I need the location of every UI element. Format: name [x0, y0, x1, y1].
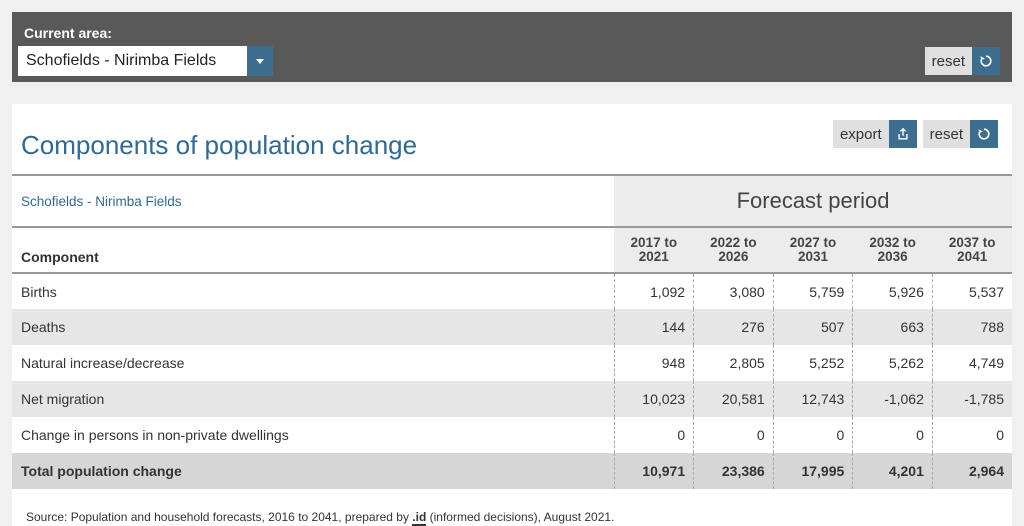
table-row	[12, 345, 1012, 381]
year-header: 2032 to 2036	[853, 227, 933, 273]
table-cell: 5,262	[853, 345, 933, 381]
table-cell: 0	[853, 417, 933, 453]
components-table	[12, 174, 1012, 489]
table-cell: 5,537	[932, 273, 1012, 309]
area-reset-button[interactable]	[925, 47, 1000, 75]
refresh-icon[interactable]	[970, 120, 998, 148]
area-reset-label: reset	[925, 47, 972, 75]
table-cell: 948	[614, 345, 694, 381]
table-cell: 2,805	[694, 345, 774, 381]
id-link[interactable]: .id	[412, 510, 427, 524]
table-row	[12, 273, 1012, 309]
current-area-bar	[12, 12, 1012, 82]
table-cell: 10,023	[614, 381, 694, 417]
row-label: Net migration	[12, 381, 614, 417]
row-label: Deaths	[12, 309, 614, 345]
table-cell: 0	[932, 417, 1012, 453]
table-row	[12, 309, 1012, 345]
year-header: 2037 to 2041	[932, 227, 1012, 273]
table-cell: 507	[773, 309, 853, 345]
export-label: export	[833, 120, 889, 148]
table-cell: 5,252	[773, 345, 853, 381]
area-select-value: Schofields - Nirimba Fields	[26, 52, 217, 69]
table-cell: 276	[694, 309, 774, 345]
table-cell: 0	[614, 417, 694, 453]
table-cell: 2,964	[932, 453, 1012, 489]
row-label: Change in persons in non-private dwellings	[21, 427, 289, 443]
table-area-name: Schofields - Nirimba Fields	[12, 175, 614, 227]
panel-reset-button[interactable]	[923, 120, 998, 148]
population-change-panel	[12, 104, 1012, 526]
table-row-total	[12, 453, 1012, 489]
source-suffix: (informed decisions), August 2021.	[426, 510, 615, 524]
table-header-row	[12, 175, 1012, 227]
table-row	[12, 381, 1012, 417]
table-cell: -1,785	[932, 381, 1012, 417]
table-cell: -1,062	[853, 381, 933, 417]
panel-reset-label: reset	[923, 120, 970, 148]
chevron-down-icon[interactable]	[247, 46, 273, 76]
table-cell: 4,749	[932, 345, 1012, 381]
table-cell: 20,581	[694, 381, 774, 417]
share-icon[interactable]	[889, 120, 917, 148]
area-select[interactable]	[18, 46, 273, 76]
row-label: Natural increase/decrease	[21, 355, 185, 371]
table-cell: 1,092	[614, 273, 694, 309]
export-button[interactable]	[833, 120, 917, 148]
table-cell: 788	[932, 309, 1012, 345]
refresh-icon[interactable]	[972, 47, 1000, 75]
panel-actions	[833, 120, 998, 148]
forecast-period-header: Forecast period	[614, 175, 1012, 227]
row-label: Total population change	[12, 453, 614, 489]
year-header: 2022 to 2026	[694, 227, 774, 273]
year-header: 2027 to 2031	[773, 227, 853, 273]
table-column-header-row	[12, 227, 1012, 273]
table-cell: 5,759	[773, 273, 853, 309]
table-cell: 3,080	[694, 273, 774, 309]
table-cell: 0	[694, 417, 774, 453]
table-cell: 23,386	[694, 453, 774, 489]
table-cell: 5,926	[853, 273, 933, 309]
table-cell: 0	[773, 417, 853, 453]
page-title: Components of population change	[21, 130, 418, 160]
table-cell: 12,743	[773, 381, 853, 417]
component-header: Component	[12, 227, 614, 273]
current-area-label: Current area:	[24, 25, 112, 41]
source-prefix: Source: Population and household forecasts, 2016 to 2041, prepared by	[26, 510, 413, 524]
table-cell: 4,201	[853, 453, 933, 489]
source-note	[26, 510, 614, 524]
table-cell: 663	[853, 309, 933, 345]
row-label: Births	[21, 283, 57, 300]
year-header: 2017 to 2021	[614, 227, 694, 273]
table-cell: 10,971	[614, 453, 694, 489]
table-cell: 144	[614, 309, 694, 345]
table-row	[12, 417, 1012, 453]
table-cell: 17,995	[773, 453, 853, 489]
